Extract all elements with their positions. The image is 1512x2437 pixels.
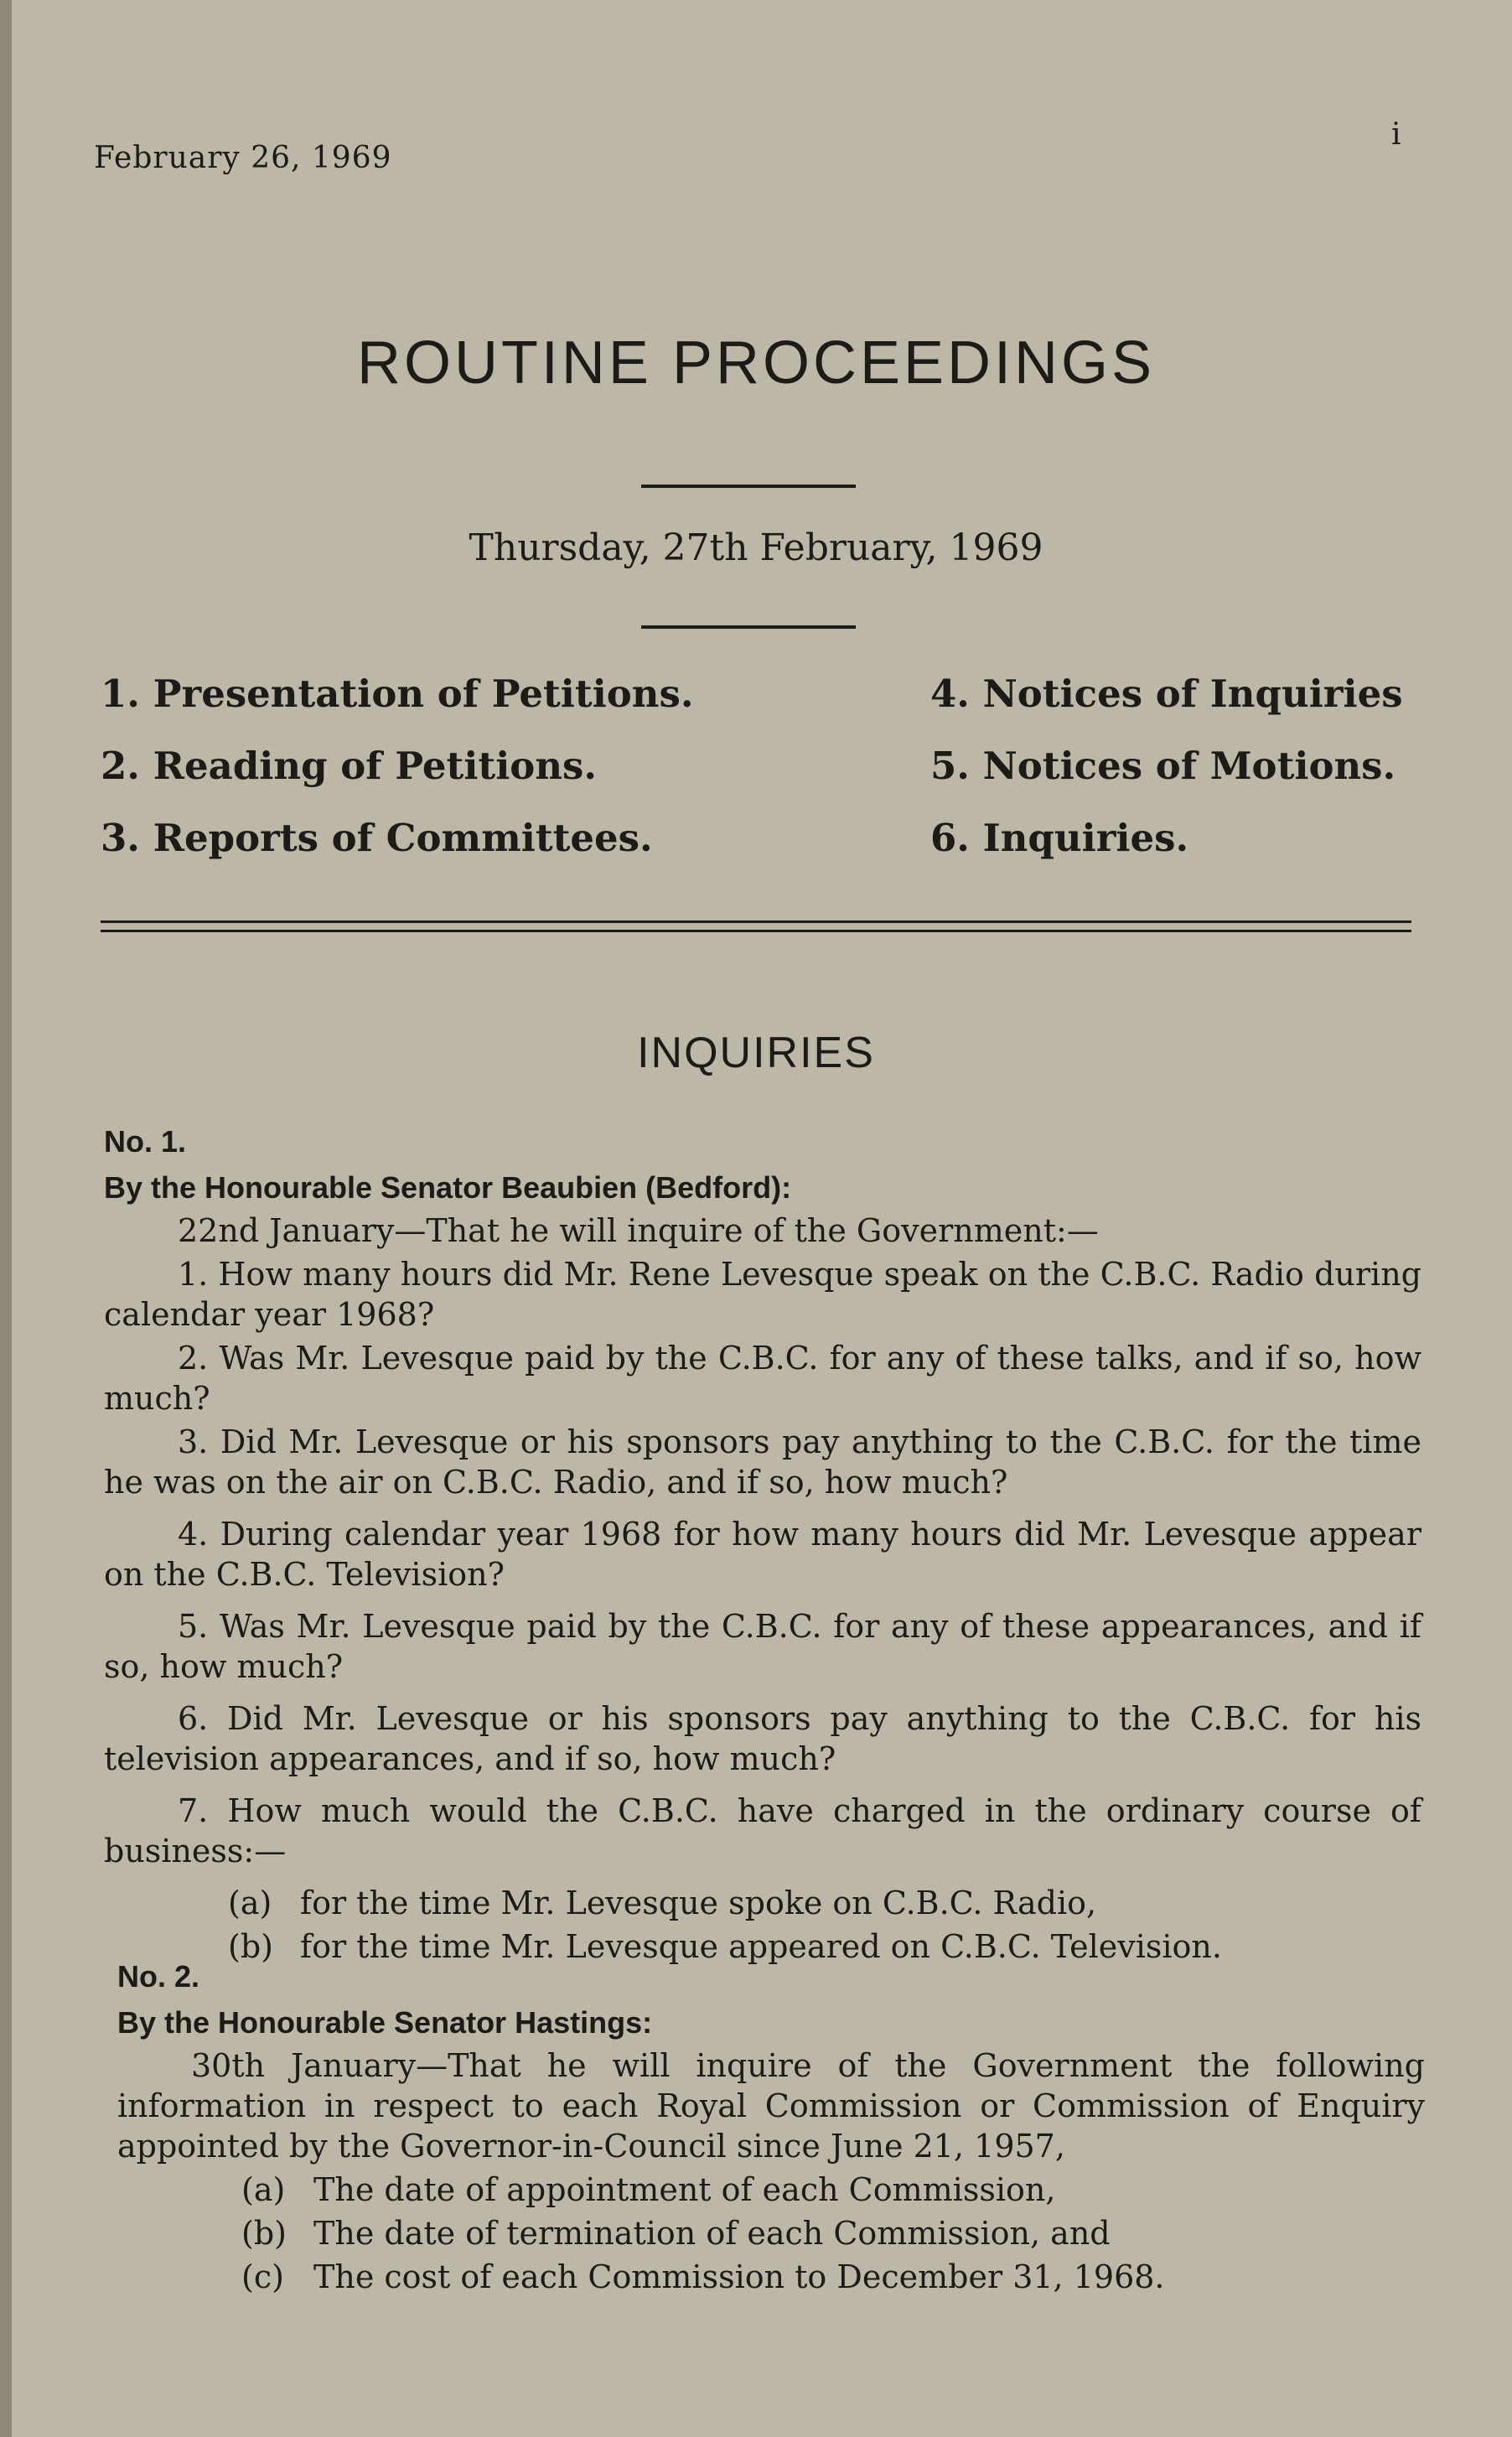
inquiry-number: No. 1. bbox=[104, 1124, 187, 1159]
inquiry-question: 5. Was Mr. Levesque paid by the C.B.C. for any of these appearances, and if so, how much? bbox=[104, 1608, 1421, 1685]
inquiry-question: 2. Was Mr. Levesque paid by the C.B.C. for any of these talks, and if so, how much? bbox=[104, 1340, 1421, 1417]
section-double-rule bbox=[101, 920, 1411, 932]
sub-item-label: (a) bbox=[228, 1885, 272, 1921]
inquiry-sub-item bbox=[104, 1883, 1421, 1923]
sub-item-label: (b) bbox=[241, 2215, 287, 2252]
inquiry-intro: 22nd January—That he will inquire of the Government:— bbox=[178, 1212, 1099, 1249]
title-divider bbox=[641, 485, 856, 488]
header-date: February 26, 1969 bbox=[94, 141, 392, 175]
inquiry-question: 4. During calendar year 1968 for how many hours did Mr. Levesque appear on the C.B.C. Television? bbox=[104, 1516, 1421, 1593]
page-number: i bbox=[1391, 117, 1401, 152]
page-title: ROUTINE PROCEEDINGS bbox=[356, 329, 1156, 397]
inquiry-number: No. 2. bbox=[117, 1959, 200, 1994]
inquiry-question: 1. How many hours did Mr. Rene Levesque speak on the C.B.C. Radio during calendar year 1968? bbox=[104, 1256, 1421, 1333]
inquiry-author: By the Honourable Senator Hastings: bbox=[117, 2005, 653, 2040]
sub-item-label: (c) bbox=[241, 2258, 284, 2295]
section-title-inquiries: INQUIRIES bbox=[637, 1029, 875, 1077]
sub-item-label: (b) bbox=[228, 1928, 273, 1965]
order-of-business-list bbox=[101, 671, 1416, 862]
sub-item-text: The cost of each Commission to December 31, 1968. bbox=[313, 2258, 1165, 2295]
date-divider bbox=[641, 625, 856, 629]
order-item: 4. Notices of Inquiries bbox=[930, 671, 1403, 716]
sub-item-text: for the time Mr. Levesque spoke on C.B.C. Radio, bbox=[300, 1885, 1097, 1921]
order-item: 1. Presentation of Petitions. bbox=[101, 671, 694, 716]
inquiry-author: By the Honourable Senator Beaubien (Bedford): bbox=[104, 1170, 792, 1205]
inquiry-question: 7. How much would the C.B.C. have charged in the ordinary course of business:— bbox=[104, 1792, 1421, 1869]
inquiry-intro: 30th January—That he will inquire of the Government the following information in respect to each Royal Commission or Commission of Enquiry appointed by the Governor-in-Council since June 21, 1957, bbox=[117, 2047, 1425, 2165]
inquiry-sub-item bbox=[117, 2170, 1425, 2210]
order-item: 6. Inquiries. bbox=[930, 816, 1189, 860]
inquiry-2 bbox=[117, 1953, 1425, 2300]
inquiry-1 bbox=[104, 1118, 1421, 1970]
sub-item-text: The date of termination of each Commission, and bbox=[313, 2215, 1111, 2252]
inquiry-sub-item bbox=[117, 2257, 1425, 2297]
sitting-date: Thursday, 27th February, 1969 bbox=[469, 526, 1043, 569]
inquiry-sub-item bbox=[117, 2213, 1425, 2253]
inquiry-question: 3. Did Mr. Levesque or his sponsors pay anything to the C.B.C. for the time he was on the air on C.B.C. Radio, and if so, how much? bbox=[104, 1423, 1421, 1501]
sub-item-label: (a) bbox=[241, 2171, 286, 2208]
sub-item-text: The date of appointment of each Commission, bbox=[313, 2171, 1056, 2208]
inquiry-question: 6. Did Mr. Levesque or his sponsors pay anything to the C.B.C. for his television appearances, and if so, how much? bbox=[104, 1700, 1421, 1777]
order-item: 2. Reading of Petitions. bbox=[101, 744, 598, 788]
order-item: 3. Reports of Committees. bbox=[101, 816, 653, 860]
sub-item-text: for the time Mr. Levesque appeared on C.B.C. Television. bbox=[300, 1928, 1222, 1965]
order-item: 5. Notices of Motions. bbox=[930, 744, 1396, 788]
